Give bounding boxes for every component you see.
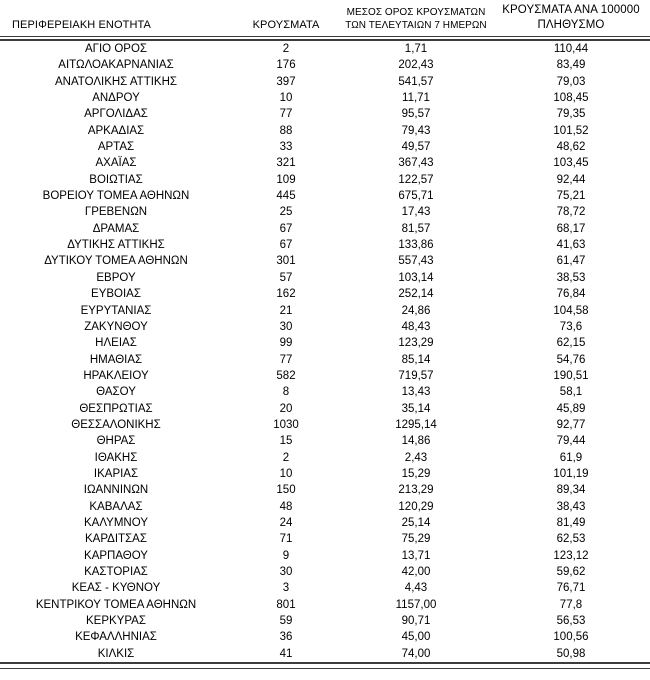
cell-region: ΙΩΑΝΝΙΝΩΝ bbox=[83, 484, 149, 497]
cell-average: 2,43 bbox=[404, 451, 428, 464]
column-header-cases-per-100000 bbox=[492, 0, 650, 36]
cell-average: 123,29 bbox=[398, 337, 434, 350]
cell-average: 1157,00 bbox=[395, 598, 437, 611]
cell-average: 45,00 bbox=[401, 631, 431, 644]
column-header-seven-day-average bbox=[340, 0, 492, 36]
cell-per-100000: 123,12 bbox=[553, 549, 589, 562]
cell-cases: 67 bbox=[279, 239, 293, 252]
cell-region: ΗΡΑΚΛΕΙΟΥ bbox=[83, 369, 149, 382]
table-row bbox=[0, 270, 650, 286]
table-row bbox=[0, 106, 650, 122]
cell-region: ΑΓΙΟ ΟΡΟΣ bbox=[84, 43, 147, 55]
table-row bbox=[0, 564, 650, 580]
cell-region: ΘΑΣΟΥ bbox=[96, 386, 136, 399]
column-header-region bbox=[0, 0, 232, 36]
cell-region: ΔΥΤΙΚΟΥ ΤΟΜΕΑ ΑΘΗΝΩΝ bbox=[44, 255, 188, 268]
cell-per-100000: 108,45 bbox=[553, 92, 589, 105]
cell-average: 719,57 bbox=[398, 369, 434, 382]
column-header-average-line1: ΜΕΣΟΣ ΟΡΟΣ ΚΡΟΥΣΜΑΤΩΝ bbox=[346, 6, 486, 18]
header-row bbox=[0, 0, 650, 36]
cell-average: 4,43 bbox=[404, 582, 428, 595]
cell-cases: 15 bbox=[279, 435, 293, 448]
cell-average: 17,43 bbox=[401, 206, 431, 219]
cell-average: 75,29 bbox=[401, 533, 431, 546]
cell-cases: 109 bbox=[276, 173, 296, 186]
cell-per-100000: 61,9 bbox=[559, 451, 583, 464]
cell-average: 120,29 bbox=[398, 500, 434, 513]
cell-region: ΑΙΤΩΛΟΑΚΑΡΝΑΝΙΑΣ bbox=[58, 59, 174, 72]
table-row bbox=[0, 646, 650, 663]
cell-average: 675,71 bbox=[398, 190, 434, 203]
cell-average: 85,14 bbox=[401, 353, 431, 366]
table-header bbox=[0, 0, 650, 40]
table-row bbox=[0, 139, 650, 155]
cell-per-100000: 59,62 bbox=[556, 566, 586, 578]
table-row bbox=[0, 335, 650, 351]
cell-cases: 10 bbox=[279, 467, 293, 480]
cell-cases: 30 bbox=[279, 566, 293, 578]
cell-region: ΔΥΤΙΚΗΣ ΑΤΤΙΚΗΣ bbox=[67, 239, 165, 252]
cell-cases: 99 bbox=[279, 337, 293, 350]
cell-average: 35,14 bbox=[401, 402, 431, 415]
table-row bbox=[0, 417, 650, 433]
column-header-per100k-line1: ΚΡΟΥΣΜΑΤΑ ΑΝΑ 100000 bbox=[502, 4, 640, 17]
cell-region: ΖΑΚΥΝΘΟΥ bbox=[84, 320, 148, 333]
cell-average: 25,14 bbox=[401, 516, 431, 529]
table-row bbox=[0, 482, 650, 498]
cell-per-100000: 100,56 bbox=[553, 631, 589, 644]
cell-region: ΚΕΑΣ - ΚΥΘΝΟΥ bbox=[71, 582, 161, 595]
cell-average: 541,57 bbox=[398, 75, 434, 88]
cell-per-100000: 79,35 bbox=[556, 108, 586, 121]
cell-cases: 397 bbox=[276, 75, 296, 88]
table-row bbox=[0, 466, 650, 482]
cell-per-100000: 50,98 bbox=[556, 647, 586, 660]
cell-region: ΚΕΝΤΡΙΚΟΥ ΤΟΜΕΑ ΑΘΗΝΩΝ bbox=[35, 598, 197, 611]
cell-average: 81,57 bbox=[401, 222, 431, 235]
cell-average: 202,43 bbox=[398, 59, 434, 72]
cell-region: ΚΑΡΔΙΤΣΑΣ bbox=[85, 533, 147, 546]
column-header-cases bbox=[232, 0, 340, 36]
cell-cases: 2 bbox=[282, 451, 290, 464]
cell-cases: 36 bbox=[279, 631, 293, 644]
cell-region: ΙΘΑΚΗΣ bbox=[94, 451, 138, 464]
bottom-rule-line bbox=[0, 663, 650, 668]
cell-region: ΚΑΛΥΜΝΟΥ bbox=[84, 516, 148, 529]
cell-per-100000: 58,1 bbox=[559, 386, 583, 399]
cell-average: 13,71 bbox=[401, 549, 431, 562]
cell-average: 95,57 bbox=[401, 108, 431, 121]
cell-region: ΓΡΕΒΕΝΩΝ bbox=[84, 206, 148, 219]
cell-cases: 2 bbox=[282, 43, 290, 55]
cell-cases: 77 bbox=[279, 353, 293, 366]
column-header-average-line2: ΤΩΝ ΤΕΛΕΥΤΑΙΩΝ 7 ΗΜΕΡΩΝ bbox=[345, 19, 487, 31]
cell-average: 122,57 bbox=[398, 173, 434, 186]
cell-average: 103,14 bbox=[398, 271, 434, 284]
cell-region: ΙΚΑΡΙΑΣ bbox=[93, 467, 139, 480]
cell-per-100000: 75,21 bbox=[556, 190, 586, 203]
cell-per-100000: 83,49 bbox=[556, 59, 586, 72]
table-row bbox=[0, 188, 650, 204]
cell-cases: 3 bbox=[282, 582, 290, 595]
column-header-cases-text: ΚΡΟΥΣΜΑΤΑ bbox=[252, 19, 320, 32]
table-row bbox=[0, 352, 650, 368]
cell-region: ΑΧΑΪΑΣ bbox=[95, 157, 137, 170]
cell-region: ΘΕΣΠΡΩΤΙΑΣ bbox=[79, 402, 153, 415]
cell-per-100000: 54,76 bbox=[556, 353, 586, 366]
cell-average: 48,43 bbox=[401, 320, 431, 333]
cell-region: ΕΥΒΟΙΑΣ bbox=[91, 288, 141, 301]
cell-per-100000: 190,51 bbox=[553, 369, 589, 382]
cell-cases: 33 bbox=[279, 141, 293, 154]
cell-average: 49,57 bbox=[401, 141, 431, 154]
cell-average: 13,43 bbox=[401, 386, 431, 399]
table-row bbox=[0, 303, 650, 319]
cell-cases: 10 bbox=[279, 92, 293, 105]
table-body bbox=[0, 40, 650, 668]
cell-region: ΗΜΑΘΙΑΣ bbox=[89, 353, 143, 366]
table-row bbox=[0, 499, 650, 515]
cell-average: 557,43 bbox=[398, 255, 434, 268]
cell-cases: 8 bbox=[282, 386, 290, 399]
table-row bbox=[0, 433, 650, 449]
table-row bbox=[0, 237, 650, 253]
cell-region: ΘΗΡΑΣ bbox=[96, 435, 136, 448]
cell-cases: 1030 bbox=[273, 418, 299, 431]
cell-per-100000: 104,58 bbox=[553, 304, 589, 317]
cell-region: ΑΡΓΟΛΙΔΑΣ bbox=[84, 108, 148, 121]
table-row bbox=[0, 155, 650, 171]
cell-region: ΑΡΤΑΣ bbox=[97, 141, 135, 154]
cell-region: ΑΝΑΤΟΛΙΚΗΣ ΑΤΤΙΚΗΣ bbox=[54, 75, 177, 88]
cell-region: ΚΕΡΚΥΡΑΣ bbox=[86, 615, 146, 628]
cell-cases: 77 bbox=[279, 108, 293, 121]
cell-cases: 57 bbox=[279, 271, 293, 284]
bottom-rule bbox=[0, 663, 650, 668]
cell-cases: 48 bbox=[279, 500, 293, 513]
cell-per-100000: 48,62 bbox=[556, 141, 586, 154]
table-row bbox=[0, 172, 650, 188]
cell-per-100000: 68,17 bbox=[556, 222, 586, 235]
cell-average: 11,71 bbox=[402, 92, 430, 105]
cell-cases: 301 bbox=[276, 255, 296, 268]
table-row bbox=[0, 204, 650, 220]
cell-region: ΑΝΔΡΟΥ bbox=[92, 92, 140, 105]
cell-per-100000: 45,89 bbox=[556, 402, 586, 415]
table-row bbox=[0, 286, 650, 302]
cell-cases: 88 bbox=[279, 124, 293, 137]
cell-region: ΕΥΡΥΤΑΝΙΑΣ bbox=[80, 304, 152, 317]
cell-per-100000: 73,6 bbox=[559, 320, 583, 333]
table-row bbox=[0, 319, 650, 335]
cell-cases: 24 bbox=[279, 516, 293, 529]
table-row bbox=[0, 580, 650, 596]
cell-region: ΒΟΡΕΙΟΥ ΤΟΜΕΑ ΑΘΗΝΩΝ bbox=[42, 190, 190, 203]
cell-average: 74,00 bbox=[401, 647, 431, 660]
cell-cases: 445 bbox=[276, 190, 296, 203]
cell-cases: 25 bbox=[279, 206, 293, 219]
cell-region: ΘΕΣΣΑΛΟΝΙΚΗΣ bbox=[71, 418, 161, 431]
cell-per-100000: 76,84 bbox=[556, 288, 586, 301]
cell-region: ΒΟΙΩΤΙΑΣ bbox=[89, 173, 143, 186]
cell-cases: 162 bbox=[276, 288, 296, 301]
cell-average: 1295,14 bbox=[395, 418, 437, 431]
cell-average: 133,86 bbox=[398, 239, 434, 252]
table-row bbox=[0, 450, 650, 466]
column-header-per100k-line2: ΠΛΗΘΥΣΜΟ bbox=[537, 18, 605, 31]
cell-cases: 21 bbox=[279, 304, 293, 317]
cell-cases: 150 bbox=[276, 484, 296, 497]
cell-region: ΚΕΦΑΛΛΗΝΙΑΣ bbox=[75, 631, 157, 644]
cell-cases: 321 bbox=[276, 157, 296, 170]
table-row bbox=[0, 90, 650, 106]
table-row bbox=[0, 548, 650, 564]
cell-per-100000: 101,52 bbox=[553, 124, 589, 137]
table-row bbox=[0, 629, 650, 645]
table-row bbox=[0, 74, 650, 90]
cell-region: ΚΑΡΠΑΘΟΥ bbox=[84, 549, 148, 562]
cell-cases: 801 bbox=[276, 598, 296, 611]
cell-per-100000: 38,53 bbox=[556, 271, 586, 284]
cell-per-100000: 77,8 bbox=[559, 598, 583, 611]
column-header-region-text: ΠΕΡΙΦΕΡΕΙΑΚΗ ΕΝΟΤΗΤΑ bbox=[12, 19, 151, 32]
cell-average: 90,71 bbox=[401, 615, 431, 628]
table-row bbox=[0, 221, 650, 237]
cell-per-100000: 101,19 bbox=[553, 467, 589, 480]
cell-per-100000: 41,63 bbox=[556, 239, 586, 252]
cell-cases: 582 bbox=[276, 369, 296, 382]
cell-region: ΑΡΚΑΔΙΑΣ bbox=[87, 124, 145, 137]
cell-average: 15,29 bbox=[401, 467, 431, 480]
cell-per-100000: 81,49 bbox=[556, 516, 586, 529]
cell-per-100000: 103,45 bbox=[553, 157, 589, 170]
cell-region: ΚΙΛΚΙΣ bbox=[97, 647, 135, 660]
cell-average: 14,86 bbox=[401, 435, 431, 448]
cell-cases: 67 bbox=[279, 222, 293, 235]
cell-cases: 20 bbox=[279, 402, 293, 415]
table-row bbox=[0, 384, 650, 400]
cell-region: ΕΒΡΟΥ bbox=[96, 271, 136, 284]
table-row bbox=[0, 368, 650, 384]
table-row bbox=[0, 515, 650, 531]
cell-cases: 71 bbox=[279, 533, 293, 546]
cell-cases: 41 bbox=[279, 647, 293, 660]
cell-per-100000: 79,44 bbox=[556, 435, 586, 448]
cell-cases: 9 bbox=[282, 549, 290, 562]
cell-region: ΚΑΒΑΛΑΣ bbox=[89, 500, 143, 513]
cell-average: 213,29 bbox=[398, 484, 434, 497]
cell-per-100000: 38,43 bbox=[556, 500, 586, 513]
cell-per-100000: 76,71 bbox=[556, 582, 586, 595]
cell-average: 252,14 bbox=[398, 288, 434, 301]
cell-cases: 176 bbox=[276, 59, 296, 72]
table-row bbox=[0, 253, 650, 269]
cell-average: 24,86 bbox=[401, 304, 431, 317]
table-row bbox=[0, 123, 650, 139]
table-row bbox=[0, 401, 650, 417]
cell-per-100000: 62,15 bbox=[556, 337, 586, 350]
cell-region: ΚΑΣΤΟΡΙΑΣ bbox=[84, 566, 148, 578]
table-row bbox=[0, 597, 650, 613]
cell-per-100000: 110,44 bbox=[553, 43, 589, 55]
table-row bbox=[0, 531, 650, 547]
cell-per-100000: 92,77 bbox=[556, 418, 586, 431]
cell-average: 1,71 bbox=[404, 43, 428, 55]
cell-region: ΔΡΑΜΑΣ bbox=[92, 222, 140, 235]
cell-average: 42,00 bbox=[401, 566, 431, 578]
cell-per-100000: 79,03 bbox=[556, 75, 586, 88]
cell-per-100000: 56,53 bbox=[556, 615, 586, 628]
cell-average: 79,43 bbox=[401, 124, 431, 137]
cell-per-100000: 78,72 bbox=[556, 206, 586, 219]
cell-region: ΗΛΕΙΑΣ bbox=[95, 337, 137, 350]
cell-per-100000: 61,47 bbox=[556, 255, 586, 268]
cell-per-100000: 62,53 bbox=[556, 533, 586, 546]
table-row bbox=[0, 57, 650, 73]
cell-per-100000: 89,34 bbox=[556, 484, 586, 497]
cell-cases: 59 bbox=[279, 615, 293, 628]
table-row bbox=[0, 613, 650, 629]
cell-cases: 30 bbox=[279, 320, 293, 333]
cell-per-100000: 92,44 bbox=[556, 173, 586, 186]
table-row bbox=[0, 40, 650, 57]
cell-average: 367,43 bbox=[398, 157, 434, 170]
